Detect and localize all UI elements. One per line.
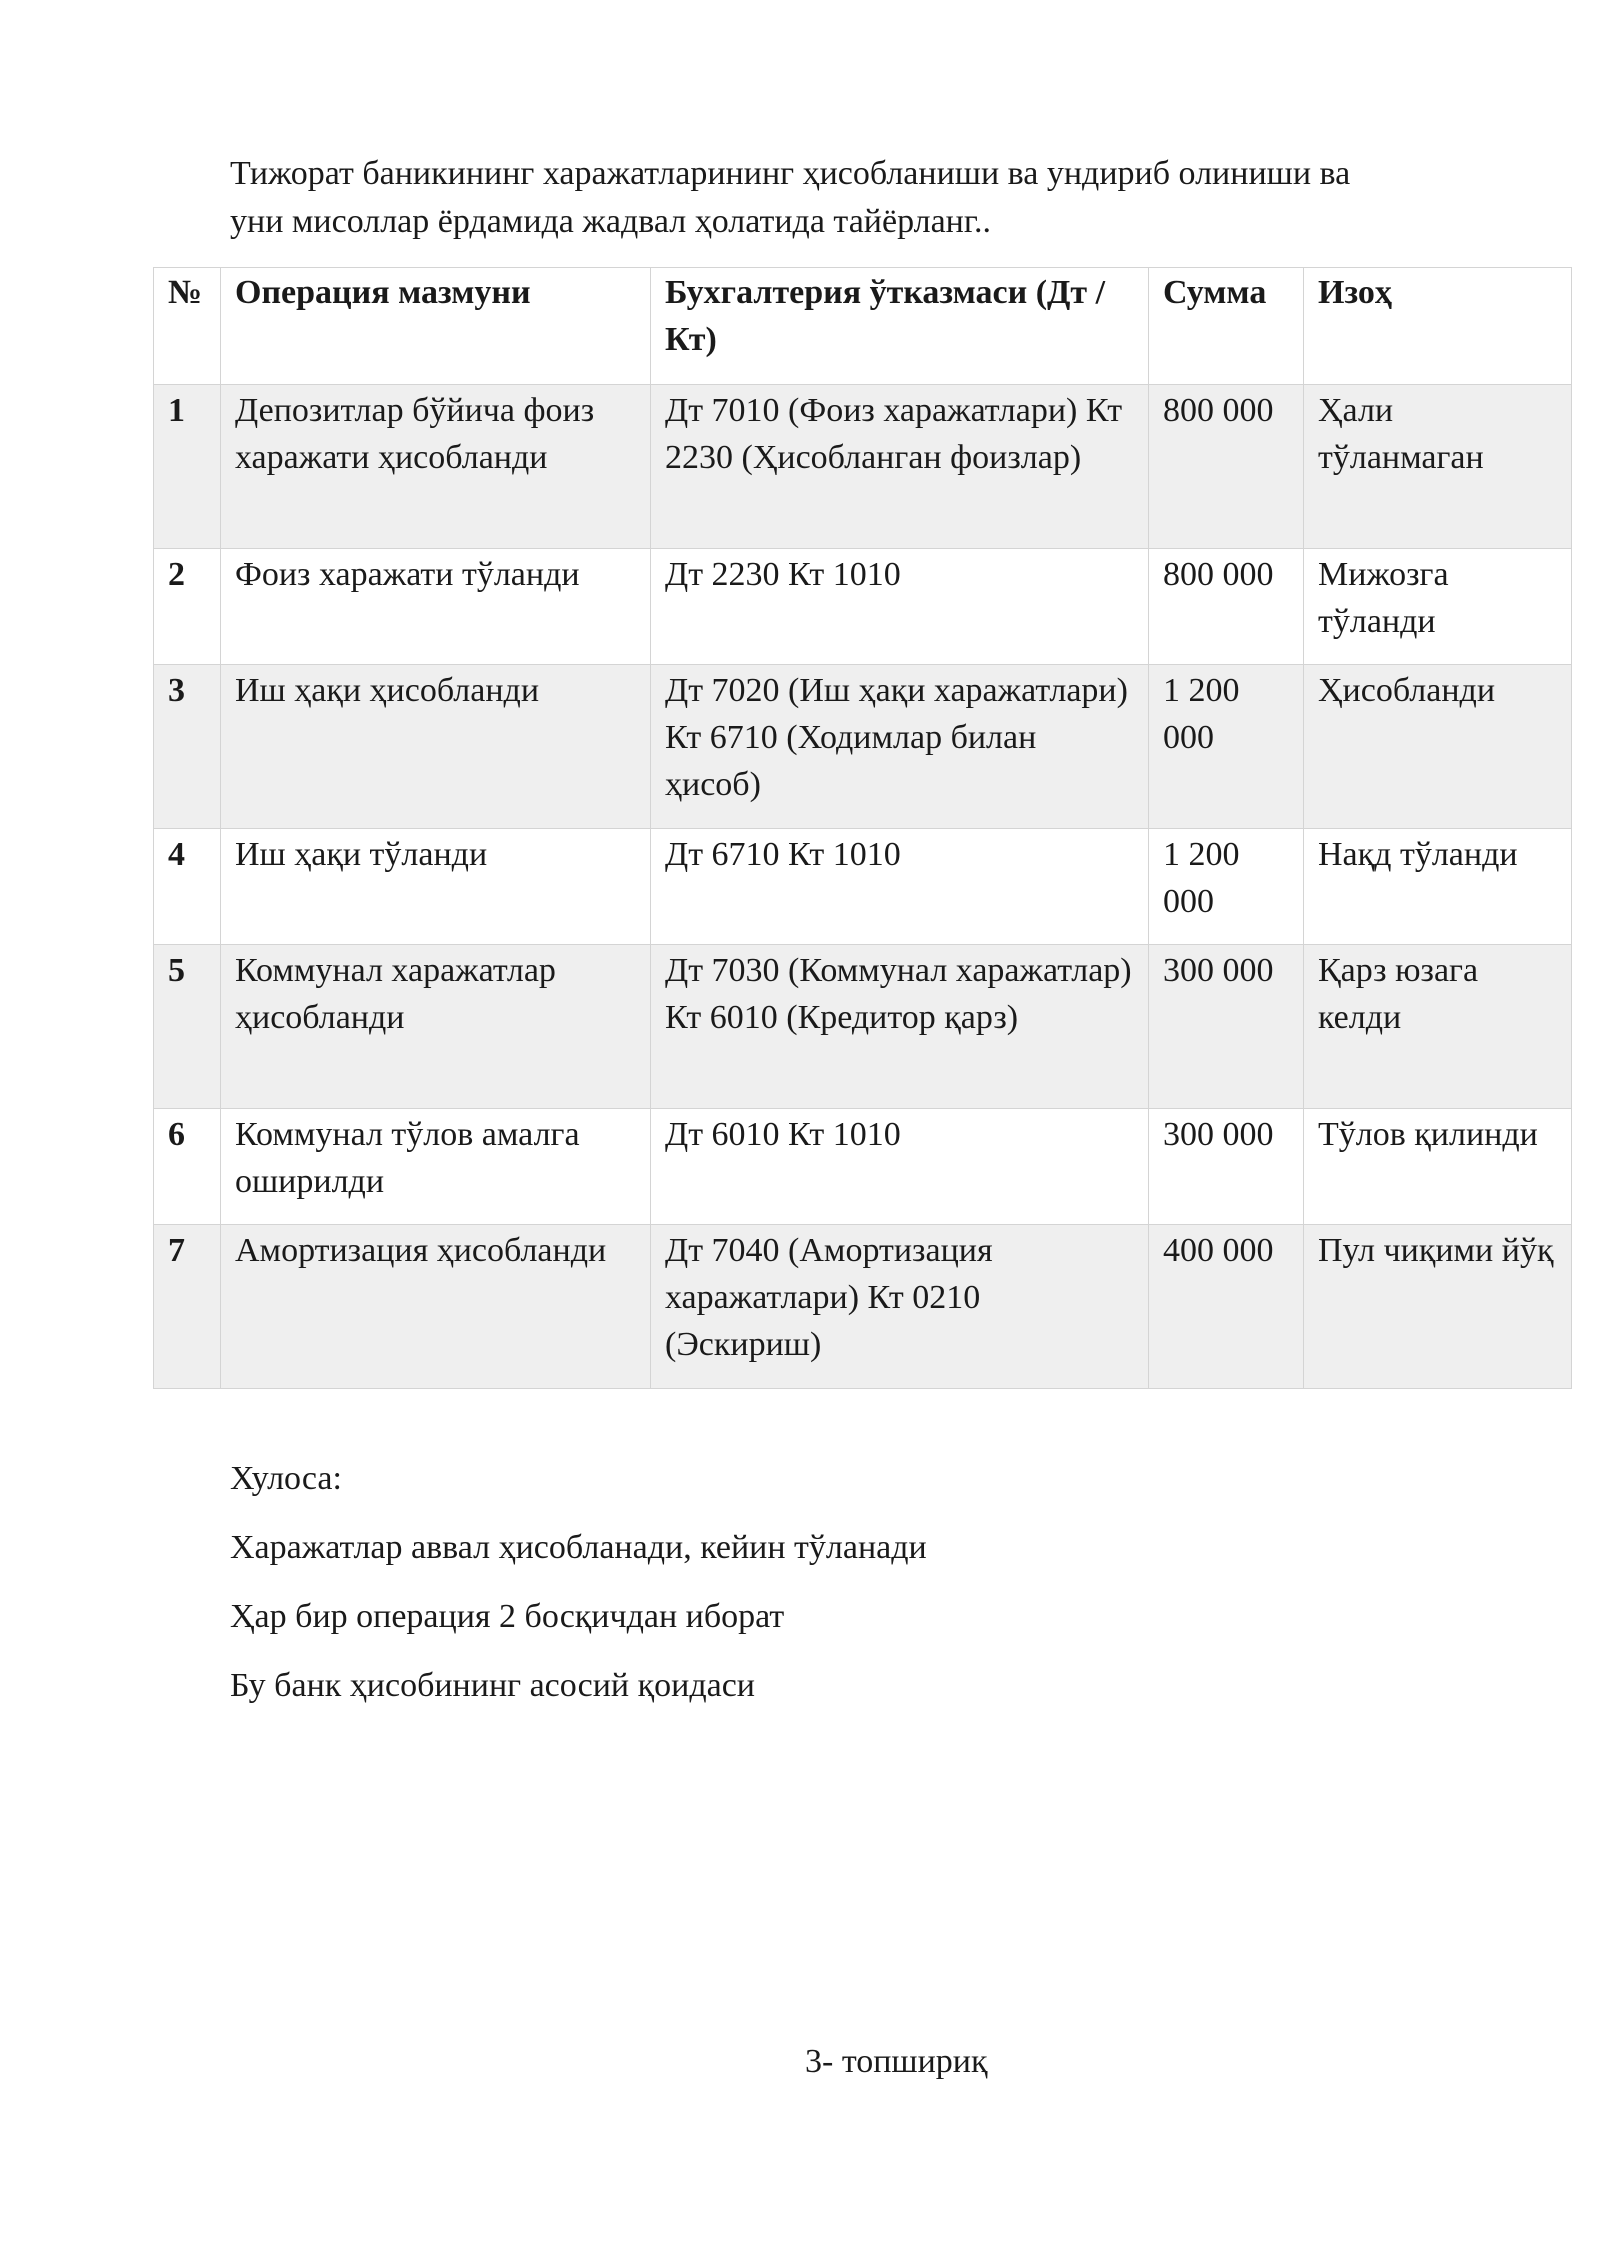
row-amount: 800 000 <box>1149 385 1304 549</box>
summary-point: Ҳар бир операция 2 босқичдан иборат <box>230 1598 785 1635</box>
row-entry: Дт 7020 (Иш ҳақи харажатлари) Кт 6710 (Ходимлар билан ҳисоб) <box>651 665 1149 829</box>
table-row <box>154 385 1572 549</box>
row-num: 1 <box>154 385 221 549</box>
row-entry: Дт 7010 (Фоиз харажатлари) Кт 2230 (Ҳисобланган фоизлар) <box>651 385 1149 549</box>
header-entry: Бухгалтерия ўтказмаси (Дт / Кт) <box>651 268 1149 385</box>
row-operation: Фоиз харажати тўланди <box>221 549 651 665</box>
task-number-footer: 3- топшириқ <box>805 2043 988 2080</box>
intro-paragraph <box>230 150 1540 246</box>
row-entry: Дт 7030 (Коммунал харажатлар) Кт 6010 (Кредитор қарз) <box>651 945 1149 1109</box>
row-entry: Дт 6010 Кт 1010 <box>651 1109 1149 1225</box>
table-header-row <box>154 268 1572 385</box>
row-note: Мижозга тўланди <box>1304 549 1572 665</box>
row-entry: Дт 7040 (Амортизация харажатлари) Кт 0210 (Эскириш) <box>651 1225 1149 1389</box>
header-amount: Сумма <box>1149 268 1304 385</box>
row-amount: 800 000 <box>1149 549 1304 665</box>
row-num: 3 <box>154 665 221 829</box>
row-note: Нақд тўланди <box>1304 829 1572 945</box>
header-note: Изоҳ <box>1304 268 1572 385</box>
summary-point: Харажатлар аввал ҳисобланади, кейин тўланади <box>230 1529 927 1566</box>
row-num: 2 <box>154 549 221 665</box>
table-row <box>154 945 1572 1109</box>
summary-point: Бу банк ҳисобининг асосий қоидаси <box>230 1667 755 1704</box>
row-num: 7 <box>154 1225 221 1389</box>
intro-line-2: уни мисоллар ёрдамида жадвал ҳолатида тайёрланг.. <box>230 203 991 240</box>
row-amount: 1 200 000 <box>1149 665 1304 829</box>
table-row <box>154 549 1572 665</box>
table-row <box>154 1109 1572 1225</box>
summary-section <box>230 1455 927 1731</box>
row-operation: Коммунал харажатлар ҳисобланди <box>221 945 651 1109</box>
row-operation: Депозитлар бўйича фоиз харажати ҳисобланди <box>221 385 651 549</box>
row-operation: Иш ҳақи тўланди <box>221 829 651 945</box>
row-note: Ҳисобланди <box>1304 665 1572 829</box>
row-note: Тўлов қилинди <box>1304 1109 1572 1225</box>
table-row <box>154 829 1572 945</box>
intro-line-1: Тижорат баникининг харажатларининг ҳисобланиши ва ундириб олиниши ва <box>230 155 1351 192</box>
row-note: Қарз юзага келди <box>1304 945 1572 1109</box>
row-amount: 300 000 <box>1149 1109 1304 1225</box>
summary-title: Хулоса: <box>230 1460 342 1497</box>
row-entry: Дт 6710 Кт 1010 <box>651 829 1149 945</box>
row-amount: 400 000 <box>1149 1225 1304 1389</box>
row-num: 4 <box>154 829 221 945</box>
row-num: 5 <box>154 945 221 1109</box>
header-num: № <box>154 268 221 385</box>
row-note: Пул чиқими йўқ <box>1304 1225 1572 1389</box>
row-note: Ҳали тўланмаган <box>1304 385 1572 549</box>
accounting-entries-table <box>153 267 1572 1389</box>
row-num: 6 <box>154 1109 221 1225</box>
table-row <box>154 665 1572 829</box>
row-amount: 300 000 <box>1149 945 1304 1109</box>
row-amount: 1 200 000 <box>1149 829 1304 945</box>
row-operation: Иш ҳақи ҳисобланди <box>221 665 651 829</box>
row-entry: Дт 2230 Кт 1010 <box>651 549 1149 665</box>
header-operation: Операция мазмуни <box>221 268 651 385</box>
row-operation: Коммунал тўлов амалга оширилди <box>221 1109 651 1225</box>
row-operation: Амортизация ҳисобланди <box>221 1225 651 1389</box>
table-row <box>154 1225 1572 1389</box>
